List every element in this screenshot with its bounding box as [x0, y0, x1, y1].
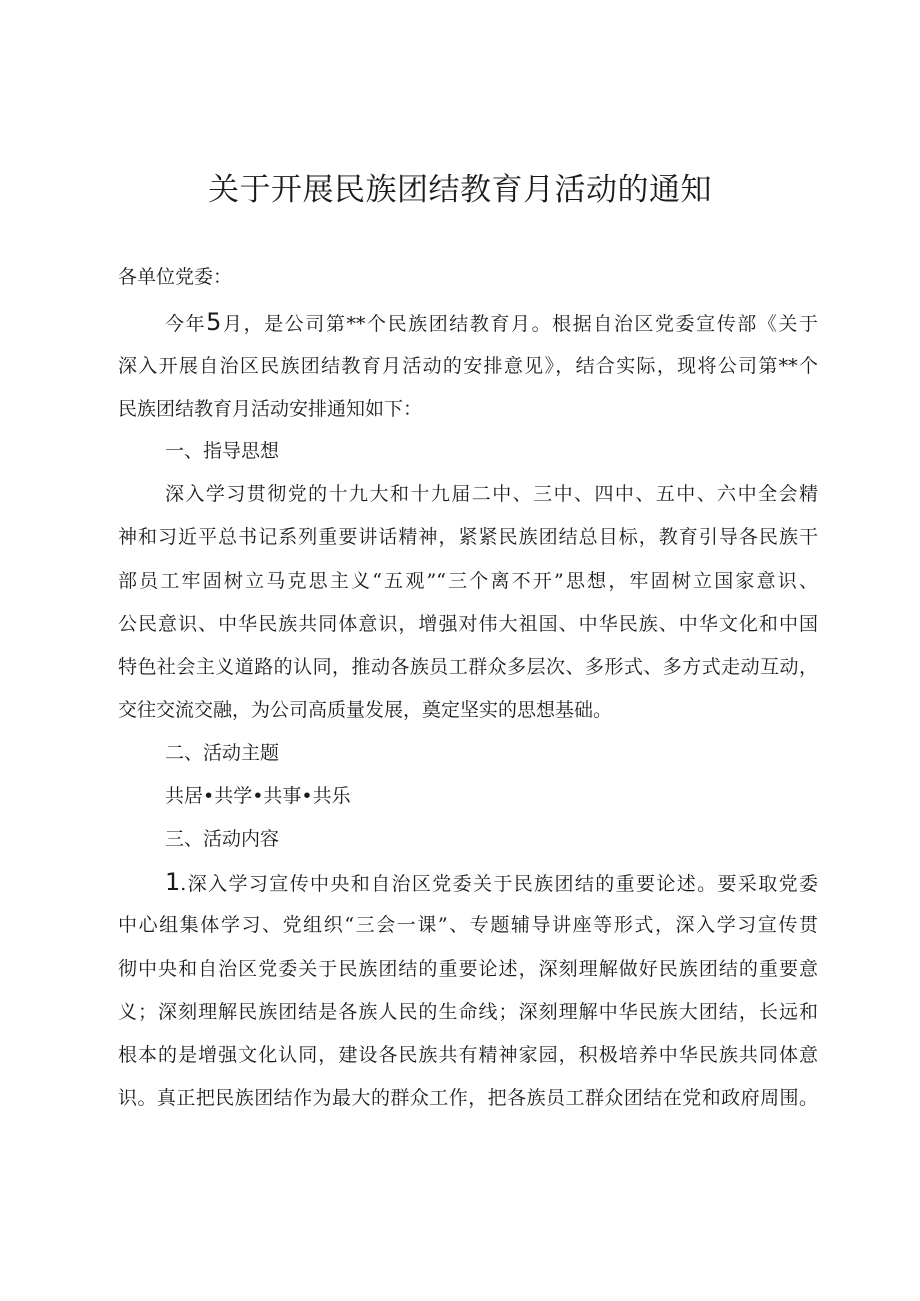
intro-prefix: 今年: [165, 313, 207, 335]
section1-line-1: 深入学习贯彻党的十九大和十九届二中、三中、四中、五中、六中全会精: [165, 483, 818, 505]
section1-line-2: 神和习近平总书记系列重要讲话精神，紧紧民族团结总目标，教育引导各民族干: [118, 526, 818, 548]
item1-line-6: 识。真正把民族团结作为最大的群众工作，把各族员工群众团结在党和政府周围。: [118, 1087, 818, 1109]
item1-number: 1: [165, 868, 181, 896]
section2-heading: 二、活动主题: [165, 742, 280, 764]
item1-line-4: 义；深刻理解民族团结是各族人民的生命线；深刻理解中华民族大团结，长远和: [118, 1001, 818, 1023]
item1-line-2: 中心组集体学习、党组织“三会一课”、专题辅导讲座等形式，深入学习宣传贯: [118, 914, 818, 936]
item1-line-1: [165, 867, 818, 899]
intro-month: 5: [206, 308, 222, 336]
item1-line-5: 根本的是增强文化认同，建设各民族共有精神家园，积极培养中华民族共同体意: [118, 1044, 818, 1066]
salutation: 各单位党委：: [118, 266, 233, 288]
document-title: 关于开展民族团结教育月活动的通知: [208, 172, 712, 208]
intro-line-3: 民族团结教育月活动安排通知如下：: [118, 398, 423, 420]
item1-line-3: 彻中央和自治区党委关于民族团结的重要论述，深刻理解做好民族团结的重要意: [118, 958, 818, 980]
item1-first-line: .深入学习宣传中央和自治区党委关于民族团结的重要论述。要采取党委: [180, 873, 818, 895]
section2-theme: 共居•共学•共事•共乐: [165, 785, 351, 807]
intro-line-1: [165, 307, 818, 339]
intro-suffix: 月，是公司第**个民族团结教育月。根据自治区党委宣传部《关于: [221, 313, 818, 335]
section1-line-3: 部员工牢固树立马克思主义“五观”“三个离不开”思想，牢固树立国家意识、: [118, 570, 818, 592]
section1-line-6: 交往交流交融，为公司高质量发展，奠定坚实的思想基础。: [118, 699, 613, 721]
section1-line-4: 公民意识、中华民族共同体意识，增强对伟大祖国、中华民族、中华文化和中国: [118, 613, 818, 635]
section1-line-5: 特色社会主义道路的认同，推动各族员工群众多层次、多形式、多方式走动互动，: [118, 656, 818, 678]
section1-heading: 一、指导思想: [165, 440, 280, 462]
section3-heading: 三、活动内容: [165, 828, 280, 850]
intro-line-2: 深入开展自治区民族团结教育月活动的安排意见》，结合实际，现将公司第**个: [118, 355, 818, 377]
